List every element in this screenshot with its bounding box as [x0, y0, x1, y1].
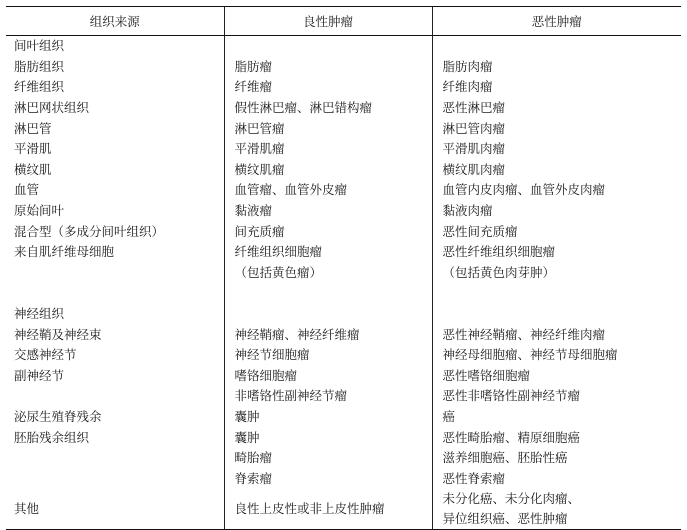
cell-origin: 平滑肌 — [14, 141, 52, 157]
cell-benign: 神经节细胞瘤 — [224, 345, 432, 366]
cell-malignant: 恶性纤维组织细胞瘤 — [432, 242, 681, 263]
cell-malignant: 黏液肉瘤 — [432, 201, 681, 222]
cell-origin — [6, 283, 224, 304]
cell-malignant: 血管内皮肉瘤、血管外皮肉瘤 — [432, 180, 681, 201]
cell-origin: 淋巴管 — [14, 120, 52, 136]
table-row — [6, 201, 681, 222]
header-benign-tumor: 良性肿瘤 — [224, 7, 432, 36]
cell-benign: 平滑肌瘤 — [224, 139, 432, 160]
table-row — [6, 139, 681, 160]
cell-malignant: 纤维肉瘤 — [432, 77, 681, 98]
cell-benign: 囊肿 — [224, 427, 432, 448]
cell-malignant: 恶性嗜铬细胞瘤 — [432, 366, 681, 387]
table-row-other — [6, 489, 681, 530]
tumor-classification-table — [6, 6, 681, 530]
cell-origin: 纤维组织 — [14, 79, 65, 95]
table-row — [6, 118, 681, 139]
cell-benign: 脂肪瘤 — [224, 57, 432, 78]
table-row — [6, 77, 681, 98]
cell-malignant — [432, 304, 681, 325]
table-row — [6, 57, 681, 78]
cell-malignant: 恶性神经鞘瘤、神经纤维肉瘤 — [432, 324, 681, 345]
cell-benign: 神经鞘瘤、神经纤维瘤 — [224, 324, 432, 345]
table-row — [6, 366, 681, 387]
table-row — [6, 160, 681, 181]
cell-malignant: 恶性脊索瘤 — [432, 468, 681, 489]
cell-malignant — [432, 489, 681, 530]
cell-malignant: 淋巴管肉瘤 — [432, 118, 681, 139]
cell-benign: 非嗜铬性副神经节瘤 — [224, 386, 432, 407]
table-row — [6, 263, 681, 284]
cell-origin — [6, 468, 224, 489]
cell-origin: 横纹肌 — [14, 161, 52, 177]
cell-origin: 神经鞘及神经束 — [14, 326, 102, 342]
table-row — [6, 407, 681, 428]
cell-benign: 良性上皮性或非上皮性肿瘤 — [224, 489, 432, 530]
table-body — [6, 36, 681, 530]
table-row — [6, 304, 681, 325]
cell-benign: 纤维瘤 — [224, 77, 432, 98]
cell-malignant: 滋养细胞癌、胚胎性癌 — [432, 448, 681, 469]
header-tissue-origin: 组织来源 — [6, 7, 224, 36]
table-row — [6, 283, 681, 304]
table-row — [6, 427, 681, 448]
cell-origin: 间叶组织 — [14, 38, 65, 54]
cell-malignant: 神经母细胞瘤、神经节母细胞瘤 — [432, 345, 681, 366]
cell-origin: 淋巴网状组织 — [14, 100, 90, 116]
cell-origin: 副神经节 — [14, 367, 65, 383]
cell-benign: 脊索瘤 — [224, 468, 432, 489]
cell-origin: 来自肌纤维母细胞 — [14, 244, 115, 260]
cell-malignant-line: 未分化癌、未分化肉瘤、 — [442, 491, 581, 507]
cell-benign — [224, 304, 432, 325]
table-row — [6, 468, 681, 489]
cell-benign: 嗜铬细胞瘤 — [224, 366, 432, 387]
cell-benign — [224, 36, 432, 57]
cell-benign — [224, 283, 432, 304]
cell-origin: 交感神经节 — [14, 347, 77, 363]
table-row — [6, 36, 681, 57]
cell-benign: 假性淋巴瘤、淋巴错构瘤 — [224, 98, 432, 119]
cell-benign: （包括黄色瘤） — [224, 263, 432, 284]
table-row — [6, 180, 681, 201]
cell-malignant: 平滑肌肉瘤 — [432, 139, 681, 160]
cell-malignant: 横纹肌肉瘤 — [432, 160, 681, 181]
cell-benign: 淋巴管瘤 — [224, 118, 432, 139]
table-row — [6, 324, 681, 345]
cell-origin — [6, 263, 224, 284]
header-malignant-tumor: 恶性肿瘤 — [432, 7, 681, 36]
cell-origin: 脂肪组织 — [14, 58, 65, 74]
cell-benign: 囊肿 — [224, 407, 432, 428]
cell-origin: 原始间叶 — [14, 203, 65, 219]
cell-malignant: 恶性淋巴瘤 — [432, 98, 681, 119]
cell-origin: 神经组织 — [14, 306, 65, 322]
cell-malignant-line: 异位组织癌、恶性肿瘤 — [442, 511, 568, 527]
cell-benign: 血管瘤、血管外皮瘤 — [224, 180, 432, 201]
table-header-row — [6, 7, 681, 36]
cell-malignant — [432, 283, 681, 304]
table-row — [6, 386, 681, 407]
cell-malignant — [432, 36, 681, 57]
table-row — [6, 345, 681, 366]
cell-malignant: 脂肪肉瘤 — [432, 57, 681, 78]
cell-origin — [6, 386, 224, 407]
cell-origin — [6, 448, 224, 469]
cell-malignant: 恶性畸胎瘤、精原细胞癌 — [432, 427, 681, 448]
cell-origin: 泌尿生殖脊残余 — [14, 408, 102, 424]
cell-origin: 血管 — [14, 182, 40, 198]
cell-benign: 横纹肌瘤 — [224, 160, 432, 181]
table-row — [6, 221, 681, 242]
cell-malignant: 恶性间充质瘤 — [432, 221, 681, 242]
cell-origin: 混合型（多成分间叶组织） — [14, 223, 165, 239]
cell-benign: 纤维组织细胞瘤 — [224, 242, 432, 263]
cell-malignant: （包括黄色肉芽肿） — [432, 263, 681, 284]
table-row — [6, 98, 681, 119]
cell-benign: 黏液瘤 — [224, 201, 432, 222]
cell-origin: 胚胎残余组织 — [14, 429, 90, 445]
cell-origin: 其他 — [6, 489, 224, 530]
table-row — [6, 242, 681, 263]
cell-benign: 畸胎瘤 — [224, 448, 432, 469]
cell-malignant: 恶性非嗜铬性副神经节瘤 — [432, 386, 681, 407]
table-row — [6, 448, 681, 469]
cell-benign: 间充质瘤 — [224, 221, 432, 242]
cell-malignant: 癌 — [432, 407, 681, 428]
